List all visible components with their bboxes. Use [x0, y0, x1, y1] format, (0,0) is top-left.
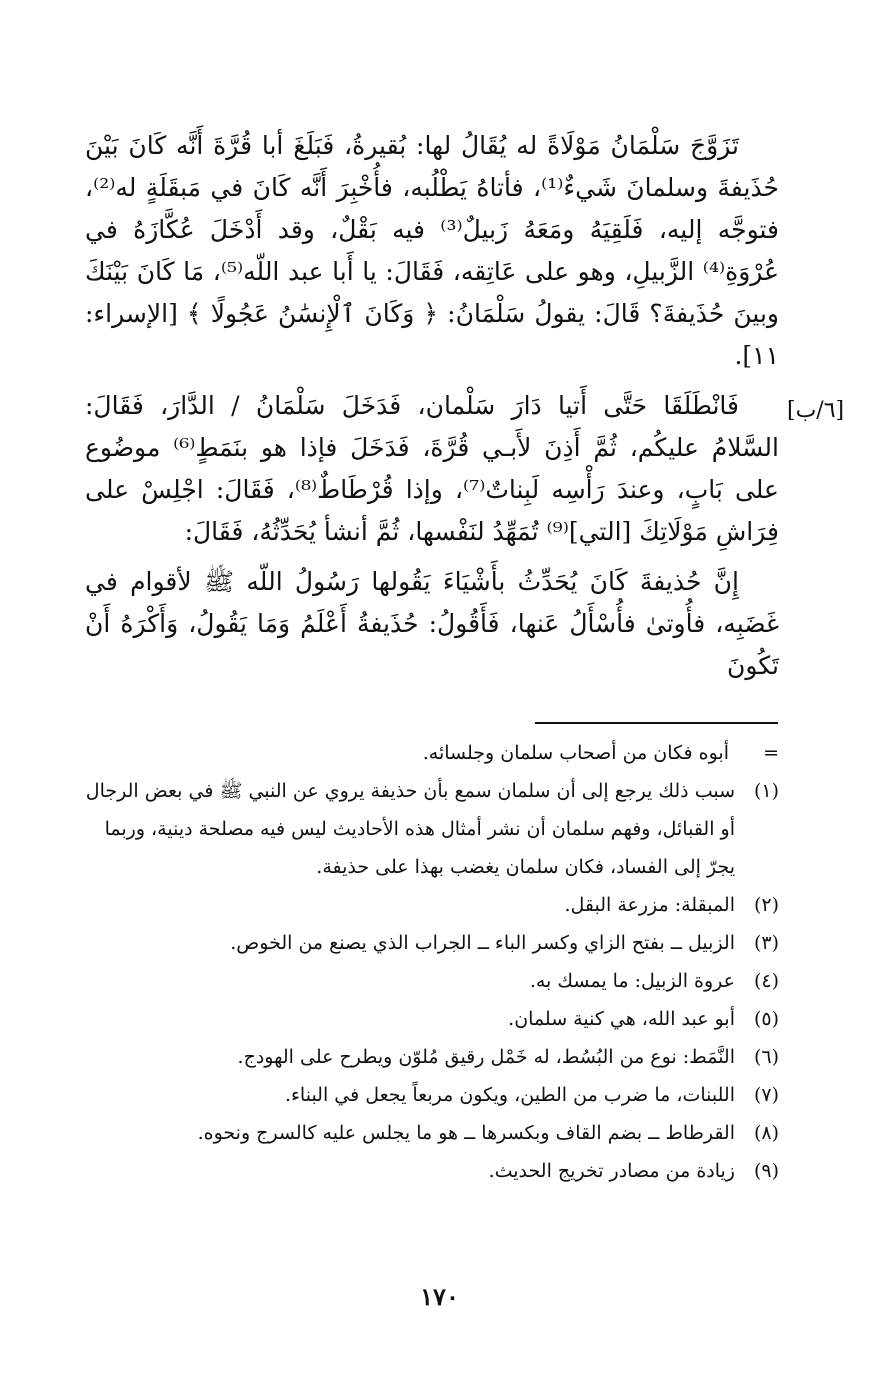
footnote-text: سبب ذلك يرجع إلى أن سلمان سمع بأن حذيفة يروي عن النبي ﷺ في بعض الرجال أو القبائل، وفهم سلمان أن نشر أمثال هذه الأحاديث ليس فيه مصلحة دينية، وربما يجرّ إلى الفساد، فكان سلمان يغضب بهذا على حذيفة.: [85, 780, 735, 878]
footnote-number: (٤): [753, 970, 779, 992]
footnote-number: (٨): [753, 1122, 779, 1144]
footnote-number: (٧): [753, 1084, 779, 1106]
main-text: [85, 125, 779, 695]
footnote-text: القرطاط ــ بضم القاف وبكسرها ــ هو ما يجلس عليه كالسرج ونحوه.: [197, 1122, 735, 1144]
footnote: [85, 886, 779, 924]
footnote-text: المبقلة: مزرعة البقل.: [564, 894, 735, 916]
footnote-text: أبو عبد الله، هي كنية سلمان.: [508, 1008, 735, 1030]
footnote-continuation: [85, 734, 779, 772]
footnote: [85, 1114, 779, 1152]
paragraph: فَانْطَلَقَا حَتَّى أَتيا دَارَ سَلْمان، فَدَخَلَ سَلْمَانُ / الدَّارَ، فَقَالَ: السَّلامُ عليكُم، ثُمَّ أَذِنَ لأَبـي قُرَّةَ، فَدَخَلَ فإذا هو بنَمَطٍ⁽⁶⁾ موضُوع على بَابٍ، وعندَ رَأْسِه لَبِناتٌ⁽⁷⁾، وإذا قُرْطَاطٌ⁽⁸⁾، فَقَالَ: اجْلِسْ على فِرَاشِ مَوْلَاتِكَ [التي]⁽⁹⁾ تُمَهِّدُ لنَفْسها، ثُمَّ أنشأ يُحَدِّثُهُ، فَقَالَ:: [85, 391, 779, 546]
page-number: ١٧٠: [420, 1282, 459, 1311]
footnote-text: الزبيل ــ بفتح الزاي وكسر الباء ــ الجراب الذي يصنع من الخوص.: [230, 932, 735, 954]
footnote-text: عروة الزبيل: ما يمسك به.: [529, 970, 735, 992]
footnote-number: (١): [753, 780, 779, 802]
footnote: [85, 1076, 779, 1114]
paragraph: تَزَوَّجَ سَلْمَانُ مَوْلَاةً له يُقَالُ لها: بُقيرةُ، فَبَلَغَ أبا قُرَّةَ أَنَّه كَانَ بَيْنَ حُذَيفةَ وسلمانَ شَيءٌ⁽¹⁾، فأتاهُ يَطْلُبه، فأُخْبِرَ أَنَّه كَانَ في مَبقَلَةٍ له⁽²⁾، فتوجَّه إليه، فَلَقِيَهُ ومَعَهُ زَبيلٌ⁽³⁾ فيه بَقْلٌ، وقد أَدْخَلَ عُكَّازَهُ في عُرْوَةِ⁽⁴⁾ الزَّبيلِ، وهو على عَاتِقه، فَقَالَ: يا أَبا عبد اللّه⁽⁵⁾، مَا كَانَ بَيْنَكَ وبينَ حُذَيفةَ؟ قَالَ: يقولُ سَلْمَانُ: ﴿ وَكَانَ ٱلْإِنسَٰنُ عَجُولًا ﴾ [الإسراء: ١١].: [85, 131, 779, 370]
footnote: [85, 962, 779, 1000]
footnote-text: النَّمَط: نوع من البُسُط، له خَمْل رقيق مُلوّن ويطرح على الهودج.: [237, 1046, 735, 1068]
manuscript-folio-note: [٦/ب]: [787, 398, 845, 423]
footnote: [85, 1152, 779, 1190]
footnote-number: (٩): [753, 1160, 779, 1182]
footnote-text: أبوه فكان من أصحاب سلمان وجلسائه.: [422, 742, 729, 764]
footnote-separator: [535, 722, 778, 724]
footnote: [85, 1000, 779, 1038]
footnote-text: زيادة من مصادر تخريج الحديث.: [488, 1160, 735, 1182]
continuation-marker: =: [763, 742, 779, 764]
footnote-number: (٥): [753, 1008, 779, 1030]
footnote: [85, 924, 779, 962]
footnote-number: (٦): [753, 1046, 779, 1068]
footnote: [85, 772, 779, 886]
footnote-number: (٣): [753, 932, 779, 954]
footnote-text: اللبنات، ما ضرب من الطين، ويكون مربعاً يجعل في البناء.: [284, 1084, 735, 1106]
paragraph: إِنَّ حُذيفةَ كَانَ يُحَدِّثُ بأَشْيَاءَ يَقُولها رَسُولُ اللّه ﷺ لأقوام في غَضَبِه، فأُوتىٰ فأُسْأَلُ عَنها، فَأَقُولُ: حُذَيفةُ أَعْلَمُ وَمَا يَقُولُ، وَأَكْرَهُ أَنْ تَكُونَ: [85, 567, 779, 680]
footnote-number: (٢): [753, 894, 779, 916]
footnotes: [85, 734, 779, 1190]
footnote: [85, 1038, 779, 1076]
